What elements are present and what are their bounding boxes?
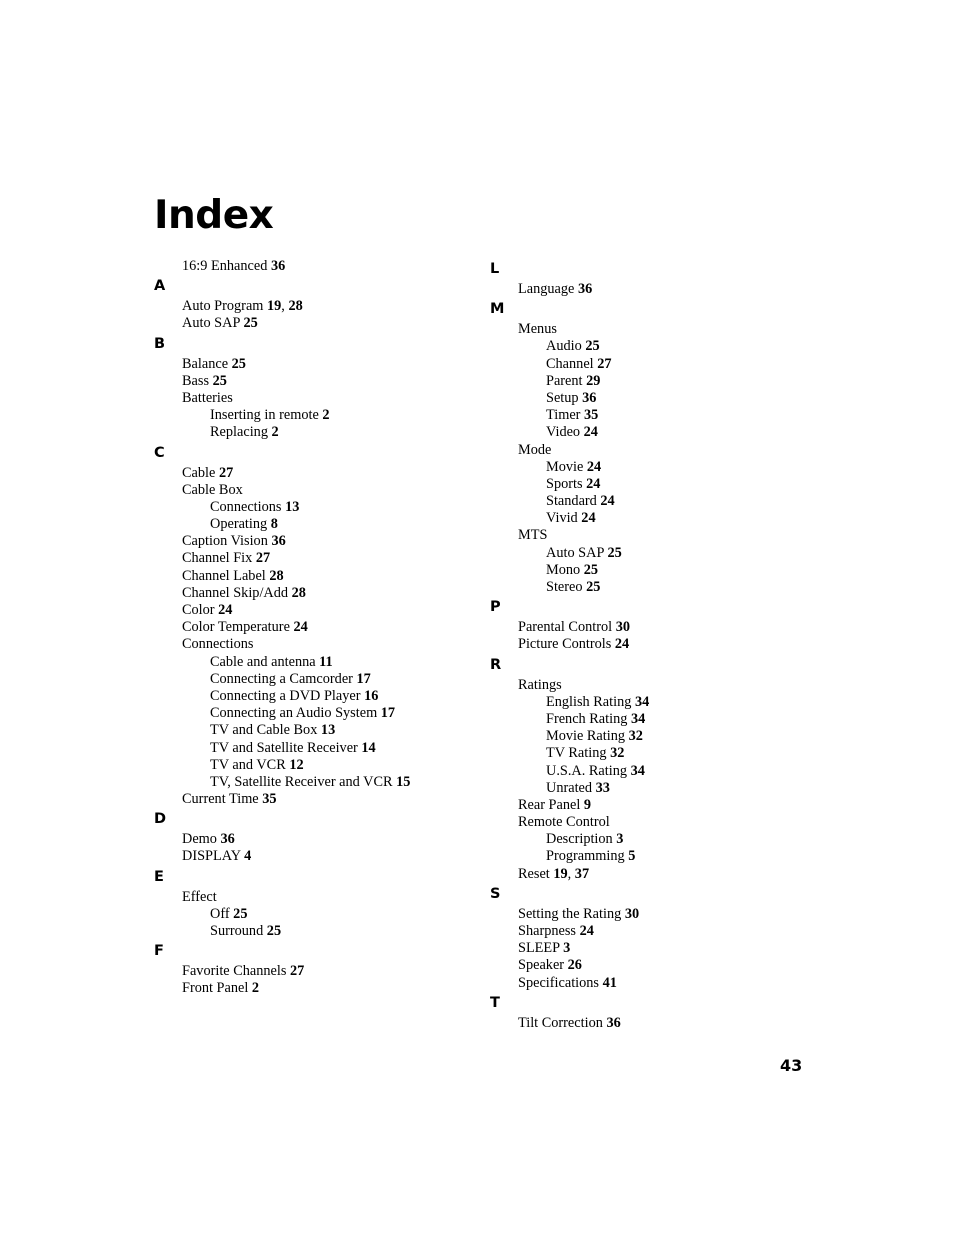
page-reference: 13 xyxy=(320,722,336,739)
index-term: Surround xyxy=(210,923,267,939)
page-reference: 24 xyxy=(293,619,308,636)
page-reference: 2 xyxy=(322,407,330,424)
section-letter: A xyxy=(154,278,166,295)
index-term: Mode xyxy=(518,441,552,458)
index-term: Cable Box xyxy=(182,481,243,498)
index-term: Sports xyxy=(546,475,587,492)
page-reference: 2 xyxy=(251,980,260,997)
index-subentry xyxy=(490,831,820,848)
page-reference: 36 xyxy=(606,1014,621,1031)
page-title: Index xyxy=(154,193,274,238)
index-entry xyxy=(154,550,474,567)
index-term: French Rating xyxy=(546,710,631,727)
section-letter: M xyxy=(490,301,505,318)
index-term: Stereo xyxy=(546,579,587,595)
index-subentry xyxy=(490,424,820,441)
page-reference: 19 xyxy=(266,298,282,315)
index-subentry xyxy=(154,757,474,774)
index-term: Color Temperature xyxy=(182,619,294,636)
page-reference: 12 xyxy=(289,756,304,773)
section-letter: E xyxy=(154,868,164,885)
index-entry xyxy=(154,465,474,482)
page-reference: 26 xyxy=(567,957,582,974)
index-entry xyxy=(154,791,474,808)
section-letter: F xyxy=(154,943,164,960)
index-subentry xyxy=(490,763,820,780)
index-term: Connections xyxy=(182,636,254,653)
index-term: TV and Cable Box xyxy=(210,722,321,739)
index-term: Movie Rating xyxy=(546,728,629,745)
index-term: Front Panel xyxy=(182,980,252,997)
index-term: Language xyxy=(518,281,578,297)
index-term: Channel Fix xyxy=(182,550,256,567)
index-column-left xyxy=(154,258,474,998)
index-term: TV and VCR xyxy=(210,756,290,773)
index-entry xyxy=(490,923,820,940)
section-letter: P xyxy=(490,599,501,616)
index-subentry xyxy=(490,459,820,476)
index-term: SLEEP xyxy=(518,940,564,957)
index-entry xyxy=(490,906,820,923)
index-term: Inserting in remote xyxy=(210,407,323,424)
page-reference: 25 xyxy=(586,579,601,595)
index-term: Connections xyxy=(210,498,286,515)
page-reference: 17 xyxy=(380,705,396,722)
index-entry xyxy=(154,963,474,980)
index-subentry xyxy=(490,711,820,728)
index-subentry xyxy=(490,545,820,562)
index-term: English Rating xyxy=(546,693,635,710)
index-subentry xyxy=(490,780,820,797)
index-subentry xyxy=(154,424,474,441)
index-subentry xyxy=(490,694,820,711)
page-reference: 34 xyxy=(630,762,645,779)
page-reference: 24 xyxy=(583,424,598,441)
section-letter: D xyxy=(154,811,167,828)
page-reference: 24 xyxy=(586,475,601,492)
index-subentry xyxy=(490,373,820,390)
section-letter: B xyxy=(154,335,166,352)
page-reference: 36 xyxy=(271,533,286,550)
index-entry xyxy=(154,831,474,848)
index-subentry xyxy=(154,407,474,424)
index-subentry xyxy=(154,774,474,791)
page-reference: 32 xyxy=(628,728,643,745)
index-term: Balance xyxy=(182,355,232,372)
index-subentry xyxy=(154,516,474,533)
index-term: Channel Skip/Add xyxy=(182,584,292,601)
page-reference: 27 xyxy=(255,550,271,567)
index-term: Demo xyxy=(182,831,221,848)
index-term: MTS xyxy=(518,527,548,544)
index-term: Replacing xyxy=(210,424,272,441)
index-entry xyxy=(490,814,820,831)
index-entry xyxy=(490,975,820,992)
page-reference: 25 xyxy=(243,315,258,332)
page-reference: 24 xyxy=(579,923,594,939)
index-term: Timer xyxy=(546,407,585,424)
index-term: Color xyxy=(182,602,219,618)
index-term: Setting the Rating xyxy=(518,905,625,922)
index-subentry xyxy=(490,728,820,745)
index-subentry xyxy=(490,848,820,865)
index-term: 16:9 Enhanced xyxy=(182,258,271,274)
index-subentry xyxy=(154,722,474,739)
index-term: Auto SAP xyxy=(182,315,244,332)
index-term: U.S.A. Rating xyxy=(546,762,631,779)
index-entry xyxy=(490,442,820,459)
section-letter: L xyxy=(490,261,500,277)
index-term: Cable and antenna xyxy=(210,653,320,670)
index-term: Vivid xyxy=(546,510,582,527)
section-letter: C xyxy=(154,444,165,461)
index-entry xyxy=(154,373,474,390)
index-term: Tilt Correction xyxy=(518,1014,607,1031)
page-reference: 36 xyxy=(577,281,593,297)
index-term: Connecting an Audio System xyxy=(210,705,381,722)
index-subentry xyxy=(490,562,820,579)
page-reference: 24 xyxy=(581,510,596,527)
page-reference: 28 xyxy=(288,298,303,315)
index-entry xyxy=(490,677,820,694)
index-subentry xyxy=(490,745,820,762)
page-reference: 32 xyxy=(610,745,625,762)
page-reference: 34 xyxy=(634,693,650,710)
index-entry xyxy=(154,585,474,602)
page-reference: 29 xyxy=(586,372,601,389)
page-reference: 27 xyxy=(290,963,305,980)
index-term: Rear Panel xyxy=(518,796,584,813)
section-letter: T xyxy=(490,994,500,1011)
page-reference: 16 xyxy=(364,687,379,704)
index-term: Connecting a Camcorder xyxy=(210,670,357,687)
index-subentry xyxy=(490,476,820,493)
index-entry xyxy=(490,957,820,974)
page-reference: 28 xyxy=(269,567,284,584)
index-term: Channel xyxy=(546,355,598,372)
index-subentry xyxy=(154,654,474,671)
index-term: Remote Control xyxy=(518,814,610,831)
index-subentry xyxy=(154,499,474,516)
index-entry xyxy=(154,602,474,619)
page-reference: 25 xyxy=(233,905,248,922)
index-term: Speaker xyxy=(518,957,568,974)
page-reference: 4 xyxy=(244,848,252,865)
section-letter: R xyxy=(490,656,502,673)
index-term: Cable xyxy=(182,464,219,481)
index-term: Picture Controls xyxy=(518,636,615,653)
index-entry xyxy=(490,281,820,298)
index-entry xyxy=(154,315,474,332)
page-reference: 25 xyxy=(607,544,622,561)
index-entry xyxy=(490,527,820,544)
page-reference: 8 xyxy=(270,516,278,533)
page-reference: 25 xyxy=(212,372,227,389)
index-entry xyxy=(154,980,474,997)
index-subentry xyxy=(154,688,474,705)
page-reference: 27 xyxy=(597,355,612,372)
index-term: Bass xyxy=(182,372,213,389)
page-reference: 25 xyxy=(266,923,282,939)
index-column-right xyxy=(490,258,820,1032)
index-subentry xyxy=(154,923,474,940)
index-term: Video xyxy=(546,424,584,441)
index-term: TV, Satellite Receiver and VCR xyxy=(210,773,397,790)
page-reference: 3 xyxy=(616,831,624,848)
index-subentry xyxy=(154,906,474,923)
index-entry xyxy=(154,636,474,653)
page-number: 43 xyxy=(780,1056,803,1075)
page-reference: 24 xyxy=(614,636,630,653)
page-reference: 28 xyxy=(291,584,306,601)
index-entry xyxy=(490,1015,820,1032)
page-reference: 5 xyxy=(628,848,636,865)
page-reference: 15 xyxy=(396,773,411,790)
page-reference: 36 xyxy=(270,258,286,274)
index-term: Effect xyxy=(182,888,217,905)
page-reference: 2 xyxy=(271,424,279,441)
index-term: Movie xyxy=(546,458,587,475)
index-term: Programming xyxy=(546,848,629,865)
index-term: DISPLAY xyxy=(182,848,245,865)
index-term: Current Time xyxy=(182,791,263,808)
page-reference: 13 xyxy=(285,498,300,515)
index-term: Favorite Channels xyxy=(182,963,291,980)
index-term: TV and Satellite Receiver xyxy=(210,739,362,756)
index-subentry xyxy=(154,740,474,757)
index-term: Audio xyxy=(546,338,586,355)
index-subentry xyxy=(490,510,820,527)
page-reference: 30 xyxy=(615,619,630,636)
index-subentry xyxy=(490,579,820,596)
index-entry xyxy=(154,619,474,636)
index-entry xyxy=(154,889,474,906)
index-term: Operating xyxy=(210,516,271,533)
index-term: Mono xyxy=(546,561,584,578)
page-reference: 35 xyxy=(262,791,277,808)
index-term: Parent xyxy=(546,372,587,389)
index-term: Ratings xyxy=(518,676,562,693)
index-term: Connecting a DVD Player xyxy=(210,687,365,704)
index-entry xyxy=(154,356,474,373)
page-reference: 24 xyxy=(586,458,602,475)
index-subentry xyxy=(490,390,820,407)
index-subentry xyxy=(490,338,820,355)
page-reference: 36 xyxy=(220,831,235,848)
index-entry xyxy=(490,797,820,814)
index-subentry xyxy=(490,356,820,373)
page-reference: 25 xyxy=(583,561,599,578)
index-term: Channel Label xyxy=(182,567,270,584)
index-entry xyxy=(490,636,820,653)
index-entry xyxy=(154,533,474,550)
page-reference: 24 xyxy=(218,602,233,618)
page-reference: 17 xyxy=(356,670,371,687)
index-subentry xyxy=(490,407,820,424)
index-term: Setup xyxy=(546,389,583,406)
index-entry xyxy=(490,321,820,338)
index-entry xyxy=(154,848,474,865)
index-term: Sharpness xyxy=(518,923,580,939)
page-reference: 19 xyxy=(553,865,568,882)
page-reference: 34 xyxy=(630,710,646,727)
section-letter: S xyxy=(490,885,501,902)
index-entry xyxy=(154,568,474,585)
page-reference: 30 xyxy=(624,905,640,922)
index-subentry xyxy=(154,671,474,688)
index-entry xyxy=(154,482,474,499)
index-term: Auto Program xyxy=(182,298,267,315)
page-reference: 9 xyxy=(583,796,592,813)
page-reference: 35 xyxy=(584,407,599,424)
index-entry xyxy=(490,940,820,957)
page-reference: 27 xyxy=(218,464,234,481)
index-entry xyxy=(154,390,474,407)
page-reference: 25 xyxy=(585,338,600,355)
index-term: Specifications xyxy=(518,974,603,991)
page-reference: 14 xyxy=(361,739,376,756)
index-term: TV Rating xyxy=(546,745,611,762)
page-reference: 41 xyxy=(602,974,617,991)
index-entry xyxy=(490,619,820,636)
index-term: Description xyxy=(546,831,617,848)
page-reference: 11 xyxy=(319,653,333,670)
index-term: Menus xyxy=(518,321,557,338)
page-reference: 3 xyxy=(563,940,571,957)
index-term: Batteries xyxy=(182,389,233,406)
index-subentry xyxy=(154,705,474,722)
index-term: Parental Control xyxy=(518,619,616,636)
page-reference: 24 xyxy=(600,493,615,510)
page-reference: 37 xyxy=(574,865,590,882)
index-entry xyxy=(154,258,474,275)
index-term: Reset xyxy=(518,865,554,882)
index-term: Off xyxy=(210,905,234,922)
index-entry: Reset 19, 37 xyxy=(518,865,590,882)
page-reference: 36 xyxy=(582,389,597,406)
page-reference: 25 xyxy=(231,355,246,372)
page-reference: 33 xyxy=(595,779,610,796)
index-subentry xyxy=(490,493,820,510)
index-term: Caption Vision xyxy=(182,533,272,550)
index-term: Unrated xyxy=(546,779,596,796)
index-entry: Auto Program 19, 28 xyxy=(182,298,303,315)
index-term: Standard xyxy=(546,493,601,510)
index-term: Auto SAP xyxy=(546,544,608,561)
